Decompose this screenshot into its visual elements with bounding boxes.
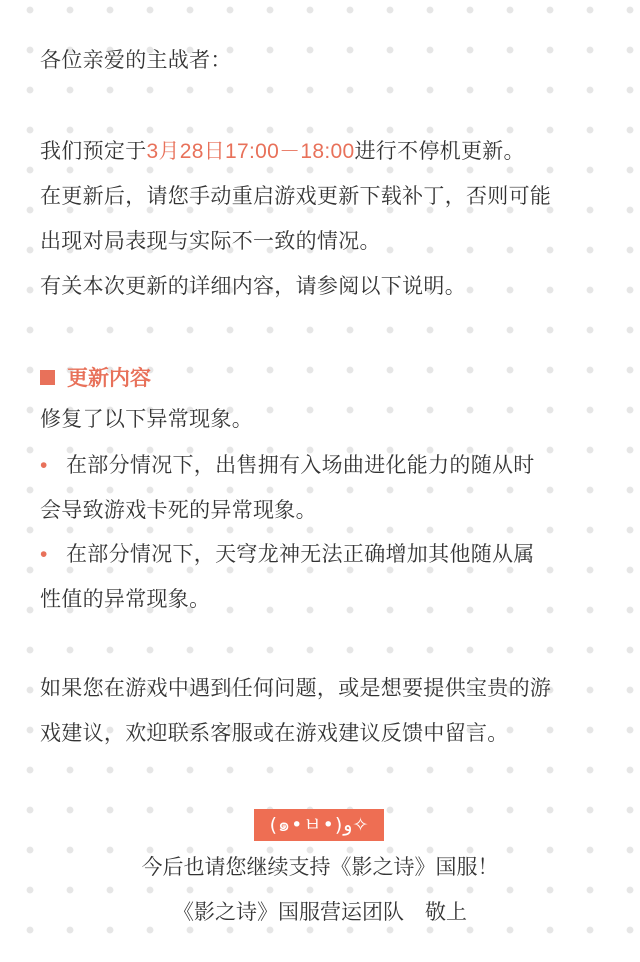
- square-bullet-icon: [40, 370, 55, 385]
- section-heading: [40, 362, 151, 392]
- feedback-line-2: 戏建议，欢迎联系客服或在游戏建议反馈中留言。: [40, 722, 509, 745]
- dot-bullet-icon: •: [40, 543, 48, 566]
- intro-line-2: 在更新后，请您手动重启游戏更新下载补丁，否则可能: [40, 185, 552, 208]
- fix-item-2-line2: 性值的异常现象。: [40, 588, 211, 611]
- dot-bullet-icon: •: [40, 454, 48, 477]
- intro-line-4: 有关本次更新的详细内容，请参阅以下说明。: [40, 275, 466, 298]
- update-time: 3月28日17:00－18:00: [146, 140, 355, 163]
- section-lead: 修复了以下异常现象。: [40, 408, 253, 431]
- section-title: 更新内容: [67, 367, 151, 390]
- kaomoji-badge: (๑•ㅂ•)و✧: [254, 809, 384, 841]
- thanks-line: 今后也请您继续支持《影之诗》国服！: [141, 856, 499, 879]
- update-schedule-line: [40, 137, 525, 167]
- fix-item-1-line1: 在部分情况下，出售拥有入场曲进化能力的随从时: [66, 454, 535, 477]
- schedule-prefix: 我们预定于: [40, 140, 147, 163]
- feedback-line-1: 如果您在游戏中遇到任何问题，或是想要提供宝贵的游: [40, 677, 552, 700]
- schedule-suffix: 进行不停机更新。: [354, 140, 525, 163]
- fix-item-2-line1: 在部分情况下，天穹龙神无法正确增加其他随从属: [66, 543, 535, 566]
- fix-item-1-line2: 会导致游戏卡死的异常现象。: [40, 499, 317, 522]
- fix-item-2: [40, 540, 535, 570]
- intro-line-3: 出现对局表现与实际不一致的情况。: [40, 230, 381, 253]
- fix-item-1: [40, 451, 535, 481]
- greeting: 各位亲爱的主战者：: [40, 49, 232, 72]
- signature-line: 《影之诗》国服营运团队 敬上: [173, 901, 467, 924]
